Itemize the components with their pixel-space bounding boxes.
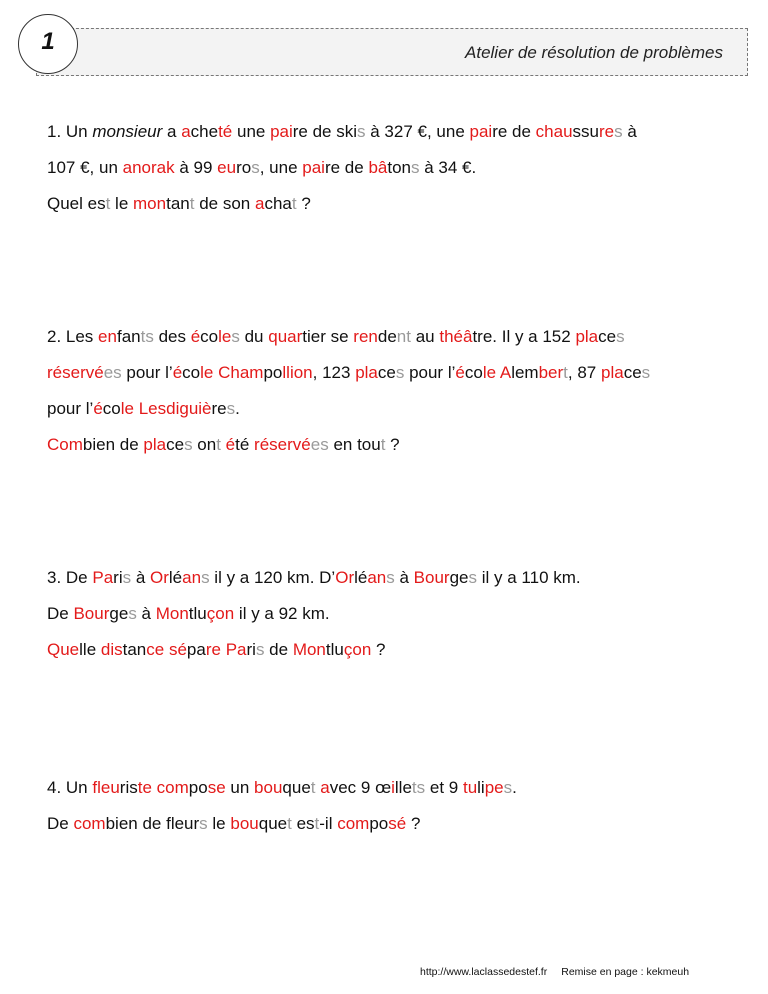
text-segment: tlu (188, 604, 207, 623)
text-segment: de son (194, 194, 255, 213)
text-segment: ce (166, 435, 185, 454)
text-segment: vé (292, 435, 311, 454)
text-segment: gui (179, 399, 203, 418)
text-segment: t (189, 194, 195, 213)
text-segment: fleu (92, 778, 120, 797)
text-segment: s (468, 568, 478, 587)
text-segment: au (410, 327, 440, 346)
text-segment: re de ski (292, 122, 358, 141)
text-segment: sé (388, 814, 407, 833)
text-segment: co (102, 399, 121, 418)
text-segment: t (105, 194, 111, 213)
text-segment: ano (122, 158, 151, 177)
text-segment: il y a 92 km. (234, 604, 330, 623)
text-segment: à (622, 122, 637, 141)
text-segment: à (394, 568, 414, 587)
text-segment: s (386, 568, 395, 587)
text-segment: t (291, 194, 297, 213)
text-segment: en (98, 327, 117, 346)
worksheet-number: 1 (41, 28, 55, 55)
text-segment: com (337, 814, 370, 833)
text-segment: pa (186, 640, 206, 659)
text-segment: un (225, 778, 255, 797)
text-segment: s (614, 122, 623, 141)
text-segment: ge (449, 568, 469, 587)
text-segment: monsieur (92, 122, 163, 141)
text-segment: pai (469, 122, 493, 141)
text-segment: des (153, 327, 191, 346)
text-segment: le (207, 814, 231, 833)
text-segment: sé (168, 640, 187, 659)
text-segment: Que (47, 640, 80, 659)
text-segment: à (131, 568, 151, 587)
text-segment: Or (150, 568, 169, 587)
problem-line (47, 427, 737, 463)
text-segment: il y a 110 km. (477, 568, 581, 587)
text-segment: ri (113, 568, 123, 587)
text-segment: il y a 120 km. D’ (209, 568, 336, 587)
text-segment: pla (355, 363, 378, 382)
text-segment: es (291, 814, 315, 833)
text-segment: le (120, 399, 134, 418)
text-segment: s (226, 399, 236, 418)
text-segment: é (172, 363, 183, 382)
text-segment: bien de (82, 435, 144, 454)
text-segment: on (192, 435, 217, 454)
text-segment: s (231, 327, 240, 346)
text-segment: ro (236, 158, 252, 177)
text-segment: t (216, 435, 221, 454)
text-segment: ssu (572, 122, 600, 141)
text-segment: vé (85, 363, 104, 382)
text-segment: a (320, 778, 330, 797)
text-segment: bien de fleur (105, 814, 200, 833)
text-segment: ri (246, 640, 256, 659)
text-segment: Mon (292, 640, 326, 659)
text-segment: lle (79, 640, 101, 659)
problem-line (47, 806, 737, 842)
footer-url: http://www.laclassedestef.fr (420, 966, 548, 978)
text-segment: Pa (225, 640, 247, 659)
text-segment: Bour (73, 604, 110, 623)
problem-1 (47, 114, 737, 222)
text-segment: quar (268, 327, 303, 346)
text-segment: bou (254, 778, 283, 797)
text-segment: à 327 €, une (365, 122, 470, 141)
text-segment: chau (535, 122, 573, 141)
text-segment: de (377, 327, 397, 346)
text-segment: t (310, 778, 316, 797)
text-segment: eu (217, 158, 237, 177)
text-segment: co (182, 363, 201, 382)
text-segment: s (184, 435, 193, 454)
problem-line (47, 186, 737, 222)
text-segment: pour l’ (47, 399, 94, 418)
problem-line (47, 355, 737, 391)
text-segment: t (287, 814, 292, 833)
text-segment: théâ (439, 327, 473, 346)
text-segment: com (156, 778, 189, 797)
text-segment: -il (319, 814, 338, 833)
text-segment: pla (143, 435, 167, 454)
text-segment: ? (296, 194, 311, 213)
text-segment: Or (335, 568, 355, 587)
text-segment: Com (47, 435, 83, 454)
text-segment: , une (259, 158, 303, 177)
text-segment: pla (601, 363, 624, 382)
text-segment: pour l’ (121, 363, 173, 382)
text-segment: pai (302, 158, 325, 177)
text-segment: an (182, 568, 202, 587)
text-segment: le (482, 363, 497, 382)
text-segment: , 123 (312, 363, 356, 382)
text-segment: ? (385, 435, 400, 454)
text-segment: Bour (413, 568, 450, 587)
text-segment: s (199, 814, 208, 833)
text-segment: ton (387, 158, 411, 177)
text-segment: té (218, 122, 233, 141)
header-banner (36, 28, 748, 76)
problem-line (47, 560, 737, 596)
text-segment: pai (270, 122, 293, 141)
worksheet-number-badge (18, 14, 78, 74)
text-segment: re (205, 640, 221, 659)
text-segment: es (103, 363, 122, 382)
text-segment: ris (119, 778, 138, 797)
text-segment: tier se (302, 327, 354, 346)
text-segment: s (641, 363, 651, 382)
problem-line (47, 150, 737, 186)
text-segment: bâ (368, 158, 388, 177)
text-segment: De (47, 814, 74, 833)
text-segment: t (314, 814, 320, 833)
text-segment: é (455, 363, 465, 382)
text-segment: es (310, 435, 329, 454)
text-segment: s (616, 327, 625, 346)
text-segment: 4. Un (47, 778, 93, 797)
text-segment: s (255, 640, 265, 659)
text-segment: pe (484, 778, 504, 797)
text-segment: tlu (325, 640, 344, 659)
text-segment: lé (168, 568, 183, 587)
text-segment: lle (394, 778, 412, 797)
text-segment: une (232, 122, 271, 141)
text-segment: li (477, 778, 485, 797)
text-segment: re (211, 399, 227, 418)
text-segment: re de (324, 158, 369, 177)
text-segment: nt (396, 327, 411, 346)
text-segment: com (73, 814, 106, 833)
text-segment: bou (230, 814, 259, 833)
text-segment: se (207, 778, 226, 797)
text-segment: Quel es (47, 194, 106, 213)
text-segment: de (264, 640, 293, 659)
text-segment: ce (377, 363, 396, 382)
text-segment: tan (122, 640, 147, 659)
text-segment: fan (116, 327, 141, 346)
text-segment: llion (282, 363, 313, 382)
text-segment: De (47, 604, 74, 623)
text-segment: Cham (218, 363, 264, 382)
footer (420, 966, 703, 978)
text-segment: lem (511, 363, 539, 382)
text-segment: . (235, 399, 240, 418)
text-segment: t (563, 363, 568, 382)
text-segment: i (391, 778, 395, 797)
text-segment: le (200, 363, 214, 382)
problem-line (47, 391, 737, 427)
text-segment: 107 €, un (47, 158, 123, 177)
text-segment: s (357, 122, 366, 141)
text-segment: pour l’ (404, 363, 456, 382)
problem-4 (47, 770, 737, 842)
text-segment: Pa (92, 568, 114, 587)
text-segment: s (201, 568, 210, 587)
text-segment: , 87 (567, 363, 601, 382)
text-segment: Lesdi (138, 399, 180, 418)
text-segment: s (395, 363, 405, 382)
text-segment: 3. De (47, 568, 93, 587)
text-segment: ce (623, 363, 642, 382)
problem-2 (47, 319, 737, 463)
text-segment: ce (598, 327, 617, 346)
text-segment: po (263, 363, 283, 382)
text-segment: ren (353, 327, 378, 346)
text-segment: é (93, 399, 103, 418)
text-segment: an (367, 568, 387, 587)
text-segment: Mon (155, 604, 189, 623)
text-segment: que (258, 814, 288, 833)
text-segment: s (122, 568, 132, 587)
text-segment: du (239, 327, 269, 346)
text-segment: le (218, 327, 232, 346)
problem-line (47, 596, 737, 632)
text-segment: en tou (328, 435, 381, 454)
text-segment: s (503, 778, 513, 797)
text-segment: à 99 (174, 158, 218, 177)
text-segment: po (369, 814, 389, 833)
text-segment: çon (206, 604, 235, 623)
text-segment: ? (371, 640, 386, 659)
problem-line (47, 632, 737, 668)
text-segment: tan (166, 194, 190, 213)
text-segment: à 34 €. (419, 158, 477, 177)
text-segment: 1. Un (47, 122, 93, 141)
text-segment: tu (462, 778, 478, 797)
text-segment: pla (575, 327, 599, 346)
problem-line (47, 114, 737, 150)
text-segment: a (162, 122, 182, 141)
text-segment: çon (343, 640, 372, 659)
text-segment: a (254, 194, 265, 213)
text-segment: réser (47, 363, 86, 382)
text-segment: re (599, 122, 615, 141)
text-segment: po (188, 778, 208, 797)
text-segment: s (411, 158, 420, 177)
problem-line (47, 770, 737, 806)
text-segment: te (137, 778, 152, 797)
text-segment: ? (406, 814, 421, 833)
text-segment: lé (354, 568, 368, 587)
text-segment: che (190, 122, 219, 141)
text-segment: cha (264, 194, 292, 213)
text-segment: t (380, 435, 386, 454)
text-segment: vec 9 œ (329, 778, 392, 797)
text-segment: co (464, 363, 483, 382)
text-segment: mon (133, 194, 167, 213)
text-segment: rak (151, 158, 175, 177)
text-segment: et 9 (425, 778, 463, 797)
text-segment: 2. Les (47, 327, 99, 346)
text-segment: s (251, 158, 260, 177)
text-segment: que (282, 778, 311, 797)
text-segment: ce (146, 640, 165, 659)
text-segment: réser (254, 435, 293, 454)
footer-credit: Remise en page : kekmeuh (561, 966, 690, 978)
text-segment: le (110, 194, 134, 213)
text-segment: ts (140, 327, 154, 346)
page-title: Atelier de résolution de problèmes (465, 43, 723, 62)
text-segment: A (499, 363, 512, 382)
text-segment: tre. Il y a 152 (472, 327, 576, 346)
text-segment: re de (492, 122, 536, 141)
text-segment: à (136, 604, 156, 623)
text-segment: té (235, 435, 255, 454)
text-segment: ge (109, 604, 129, 623)
text-segment: a (181, 122, 191, 141)
text-segment: é (225, 435, 236, 454)
problem-line (47, 319, 737, 355)
problem-3 (47, 560, 737, 668)
text-segment: co (200, 327, 219, 346)
text-segment: . (512, 778, 517, 797)
text-segment: è (202, 399, 212, 418)
text-segment: s (128, 604, 137, 623)
text-segment: dis (100, 640, 123, 659)
text-segment: ts (411, 778, 426, 797)
text-segment: é (190, 327, 201, 346)
text-segment: ber (538, 363, 564, 382)
